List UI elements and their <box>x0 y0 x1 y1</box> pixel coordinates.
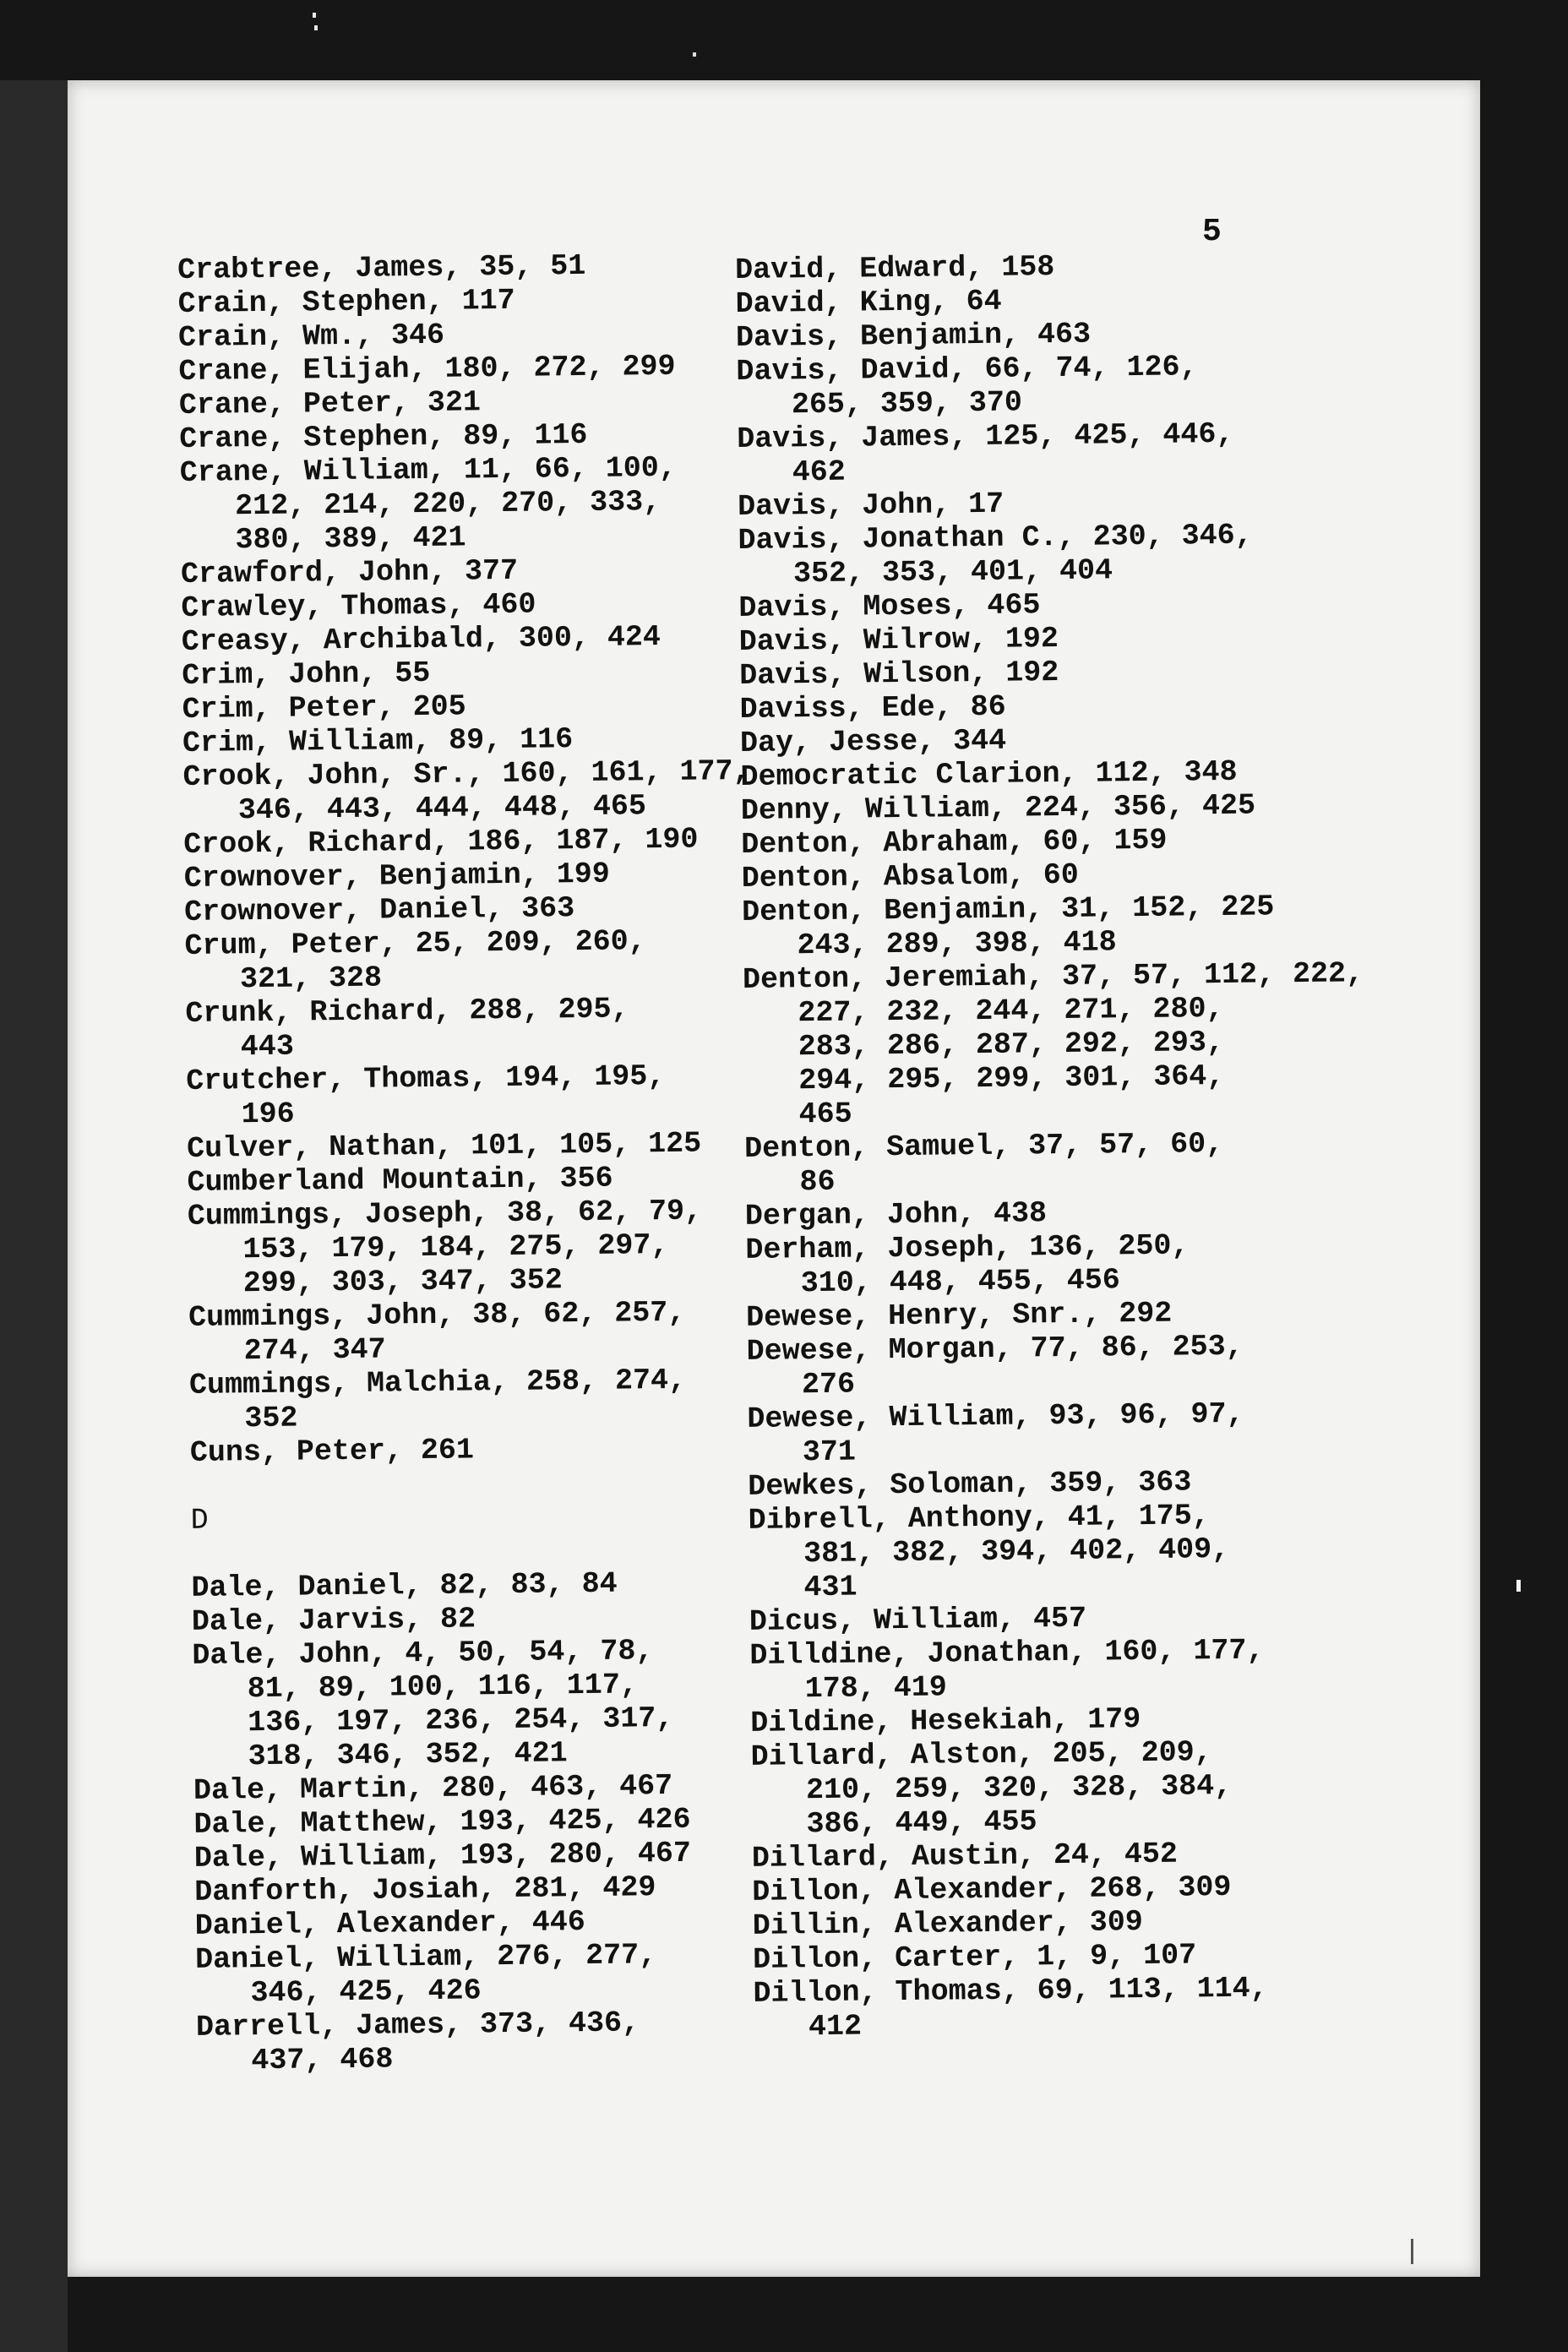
index-entry: Crane, Stephen, 89, 116 <box>179 417 588 456</box>
entry-continuation: 380, 389, 421 <box>235 520 466 558</box>
index-column-left <box>177 248 771 2078</box>
index-entry: Davis, James, 125, 425, 446, <box>737 416 1234 456</box>
index-entry: Day, Jesse, 344 <box>739 723 1007 760</box>
index-entry: Darrell, James, 373, 436, <box>195 2006 640 2044</box>
index-entry: Crane, William, 11, 66, 100, <box>179 450 678 490</box>
index-entry: Cummings, John, 38, 62, 257, <box>188 1295 686 1335</box>
entry-continuation: 386, 449, 455 <box>806 1805 1037 1842</box>
index-entry: Dillon, Thomas, 69, 113, 114, <box>753 1971 1268 2011</box>
entry-continuation: 153, 179, 184, 275, 297, <box>242 1228 669 1267</box>
index-entry: Dale, Matthew, 193, 425, 426 <box>193 1802 691 1842</box>
entry-continuation: 299, 303, 347, 352 <box>242 1263 564 1301</box>
section-heading: D <box>190 1503 209 1538</box>
index-entry: Crawford, John, 377 <box>180 553 519 591</box>
index-entry: Denton, Samuel, 37, 57, 60, <box>743 1127 1224 1166</box>
index-entry: Crunk, Richard, 288, 295, <box>185 992 629 1031</box>
index-entry: Dewese, Morgan, 77, 86, 253, <box>746 1329 1244 1369</box>
index-entry: Crim, Peter, 205 <box>182 689 466 727</box>
index-entry: Dibrell, Anthony, 41, 175, <box>748 1499 1210 1538</box>
entry-continuation: 283, 286, 287, 292, 293, <box>798 1025 1225 1064</box>
entry-continuation: 196 <box>241 1097 295 1132</box>
entry-continuation: 136, 197, 236, 254, 317, <box>248 1701 674 1740</box>
entry-continuation: 318, 346, 352, 421 <box>248 1736 568 1774</box>
page-number: 5 <box>1202 214 1222 250</box>
index-entry: Dillon, Carter, 1, 9, 107 <box>752 1938 1197 1977</box>
index-entry: Cuns, Peter, 261 <box>189 1433 475 1470</box>
index-entry: Davis, Jonathan C., 230, 346, <box>738 518 1253 558</box>
entry-continuation: 352, 353, 401, 404 <box>792 553 1113 591</box>
index-page <box>68 80 1480 2277</box>
index-entry: Denton, Benjamin, 31, 152, 225 <box>741 890 1275 929</box>
entry-continuation: 462 <box>792 455 846 490</box>
index-entry: Dillon, Alexander, 268, 309 <box>752 1870 1232 1909</box>
entry-continuation: 431 <box>803 1570 858 1605</box>
entry-continuation: 371 <box>802 1435 857 1470</box>
index-entry: Dewkes, Soloman, 359, 363 <box>748 1465 1192 1504</box>
index-entry: Cumberland Mountain, 356 <box>187 1161 613 1200</box>
index-entry: Crawley, Thomas, 460 <box>181 587 536 625</box>
index-entry: Dewese, Henry, Snr., 292 <box>745 1296 1173 1335</box>
entry-continuation: 437, 468 <box>251 2042 394 2078</box>
index-entry: Cummings, Malchia, 258, 274, <box>188 1363 687 1402</box>
entry-continuation: 381, 382, 394, 402, 409, <box>803 1532 1230 1571</box>
entry-continuation: 86 <box>799 1164 836 1200</box>
index-entry: Cummings, Joseph, 38, 62, 79, <box>187 1194 703 1233</box>
index-entry: Davis, Wilrow, 192 <box>738 622 1059 659</box>
book-spine-edge <box>0 80 68 2352</box>
index-entry: Dillard, Alston, 205, 209, <box>750 1735 1212 1774</box>
index-entry: David, King, 64 <box>735 284 1002 321</box>
index-entry: Davis, David, 66, 74, 126, <box>736 350 1198 389</box>
entry-continuation: 465 <box>798 1097 852 1132</box>
index-entry: Denton, Abraham, 60, 159 <box>741 823 1168 862</box>
index-entry: Daviss, Ede, 86 <box>739 689 1006 727</box>
index-entry: Crane, Peter, 321 <box>178 385 482 422</box>
index-entry: Crim, John, 55 <box>182 656 431 693</box>
index-entry: Crain, Wm., 346 <box>177 318 445 355</box>
index-entry: Crabtree, James, 35, 51 <box>177 248 586 287</box>
entry-continuation: 443 <box>240 1029 295 1064</box>
index-entry: Daniel, William, 276, 277, <box>194 1938 657 1977</box>
index-entry: Dildine, Hesekiah, 179 <box>750 1702 1141 1740</box>
entry-continuation: 294, 295, 299, 301, 364, <box>798 1059 1225 1098</box>
entry-continuation: 227, 232, 244, 271, 280, <box>798 991 1224 1031</box>
index-entry: Dale, Jarvis, 82 <box>191 1602 476 1639</box>
spacer <box>190 1464 765 1504</box>
index-entry: Davis, Benjamin, 463 <box>735 317 1092 355</box>
spacer <box>191 1532 765 1571</box>
index-entry: Dale, Daniel, 82, 83, 84 <box>191 1566 618 1605</box>
entry-continuation: 81, 89, 100, 116, 117, <box>247 1668 639 1707</box>
index-entry: Dicus, William, 457 <box>749 1601 1087 1639</box>
entry-continuation: 243, 289, 398, 418 <box>797 925 1117 963</box>
index-entry: Crane, Elijah, 180, 272, 299 <box>178 349 676 389</box>
index-entry: Dergan, John, 438 <box>744 1196 1048 1233</box>
index-entry: Dale, William, 193, 280, 467 <box>193 1836 692 1876</box>
index-entry: Dilldine, Jonathan, 160, 177, <box>749 1633 1265 1673</box>
entry-continuation: 346, 425, 426 <box>250 1974 482 2011</box>
index-entry: Danforth, Josiah, 281, 429 <box>194 1870 656 1909</box>
entry-continuation: 265, 359, 370 <box>791 385 1023 422</box>
index-entry: Democratic Clarion, 112, 348 <box>740 754 1238 794</box>
entry-continuation: 210, 259, 320, 328, 384, <box>805 1768 1233 1808</box>
index-entry: Dillard, Austin, 24, 452 <box>751 1837 1179 1876</box>
index-entry: Dale, Martin, 280, 463, 467 <box>193 1768 673 1808</box>
index-entry: Denton, Absalom, 60 <box>741 858 1080 896</box>
index-entry: Crownover, Daniel, 363 <box>183 891 575 929</box>
index-entry: Crim, William, 89, 116 <box>182 722 574 760</box>
entry-continuation: 310, 448, 455, 456 <box>800 1263 1121 1301</box>
index-entry: Creasy, Archibald, 300, 424 <box>181 620 662 659</box>
index-column-right <box>735 247 1429 2044</box>
index-entry: Derham, Joseph, 136, 250, <box>745 1228 1190 1267</box>
index-entry: Davis, Moses, 465 <box>738 588 1041 625</box>
index-entry: Culver, Nathan, 101, 105, 125 <box>186 1126 702 1166</box>
index-entry: Crutcher, Thomas, 194, 195, <box>186 1059 666 1098</box>
index-entry: Davis, Wilson, 192 <box>739 656 1059 693</box>
index-entry: Denton, Jeremiah, 37, 57, 112, 222, <box>742 956 1364 997</box>
index-entry: Daniel, Alexander, 446 <box>194 1905 585 1943</box>
entry-continuation: 412 <box>808 2009 863 2044</box>
index-entry: Dewese, William, 93, 96, 97, <box>747 1396 1244 1436</box>
entry-continuation: 346, 443, 444, 448, 465 <box>237 789 647 828</box>
index-entry: Crain, Stephen, 117 <box>177 283 515 321</box>
entry-continuation: 352 <box>244 1401 298 1436</box>
entry-continuation: 178, 419 <box>804 1670 948 1707</box>
index-entry: Davis, John, 17 <box>737 487 1004 524</box>
entry-continuation: 274, 347 <box>243 1332 386 1369</box>
index-entry: David, Edward, 158 <box>735 250 1055 287</box>
index-entry: Denny, William, 224, 356, 425 <box>740 788 1256 828</box>
entry-continuation: 321, 328 <box>239 961 383 997</box>
index-entry: Dillin, Alexander, 309 <box>752 1905 1143 1943</box>
index-entry: Crook, John, Sr., 160, 161, 177, <box>182 754 751 794</box>
index-entry: Dale, John, 4, 50, 54, 78, <box>192 1634 654 1673</box>
index-entry: Crownover, Benjamin, 199 <box>183 857 611 896</box>
index-entry: Crook, Richard, 186, 187, 190 <box>183 822 699 862</box>
index-entry: Crum, Peter, 25, 209, 260, <box>184 924 646 963</box>
entry-continuation: 276 <box>801 1367 856 1402</box>
entry-continuation: 212, 214, 220, 270, 333, <box>234 485 662 524</box>
